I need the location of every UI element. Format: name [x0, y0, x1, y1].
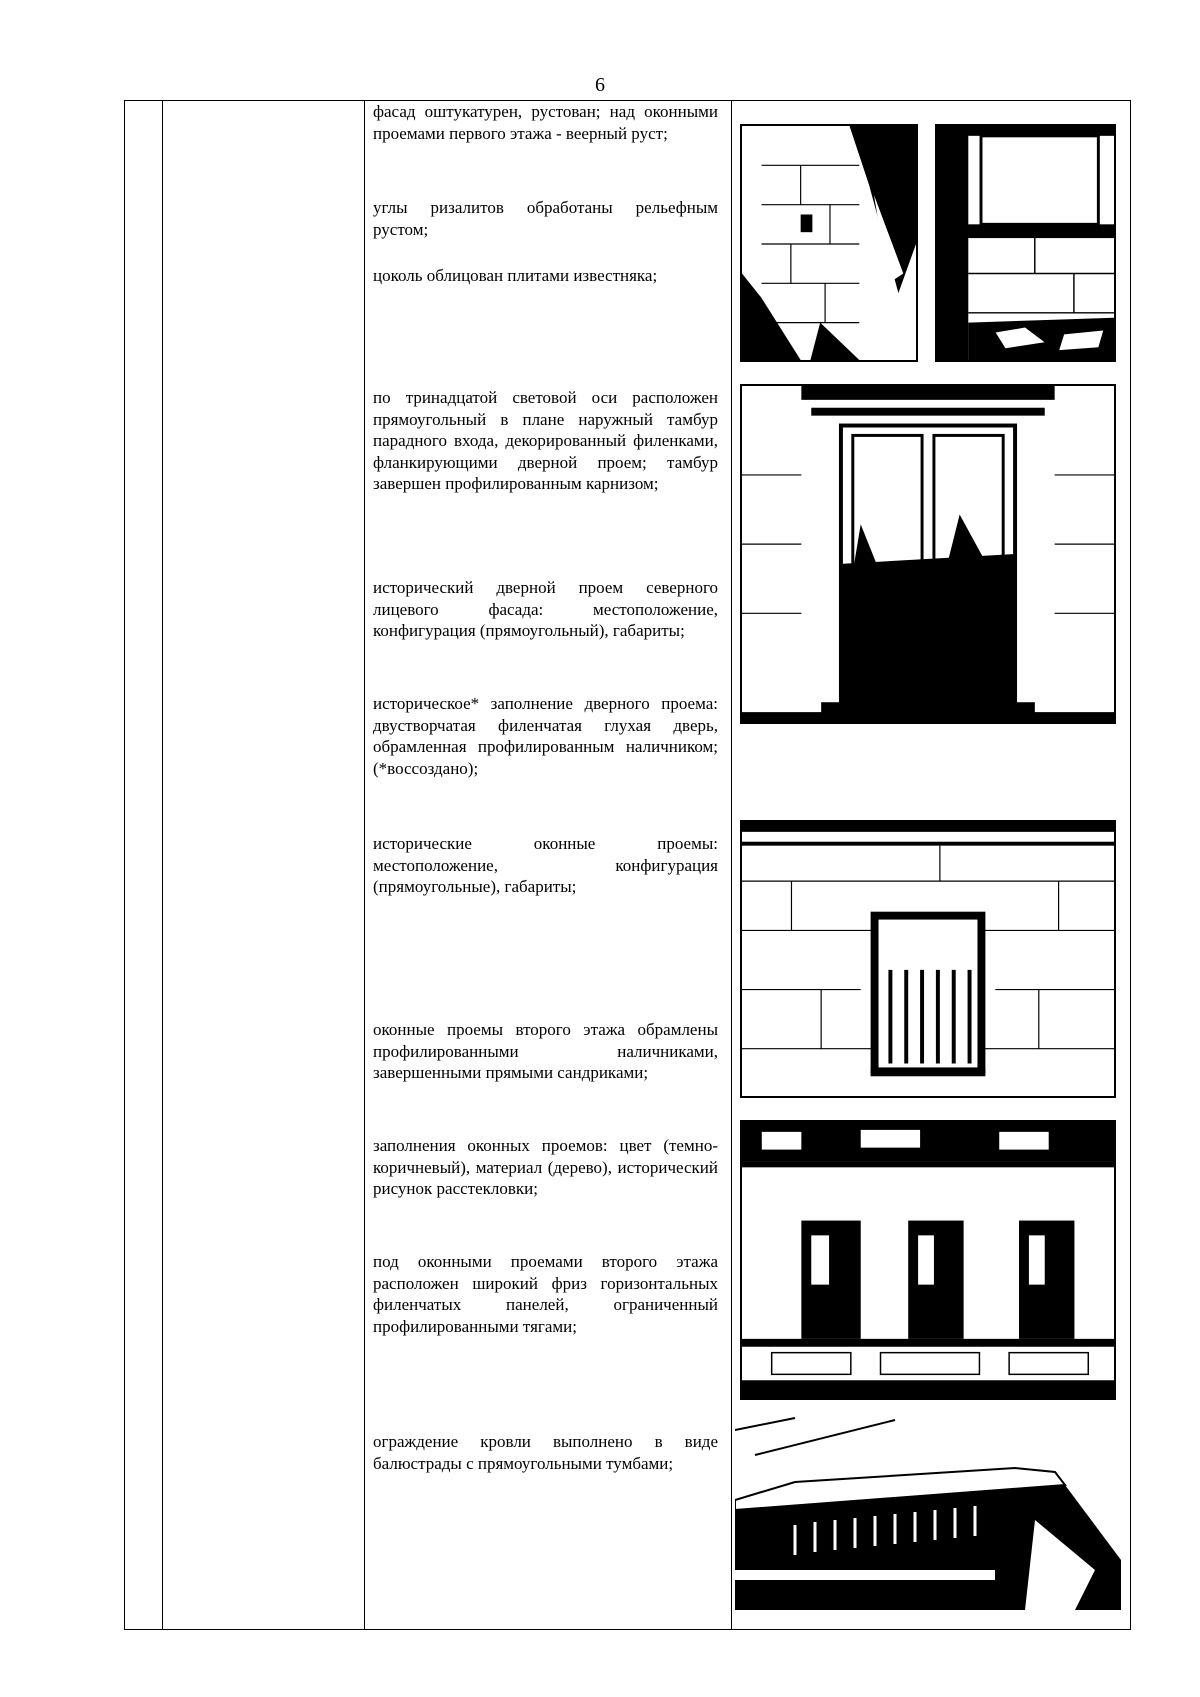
paragraph-window-fill: заполнения оконных проемов: цвет (темно-коричневый), материал (дерево), исторический рисунок расстекловки; — [373, 1136, 718, 1198]
plinth-limestone-photo — [935, 124, 1116, 362]
paragraph-plinth: цоколь облицован плитами известняка; — [373, 266, 658, 285]
page-number: 6 — [595, 74, 605, 96]
table-divider — [364, 101, 365, 1629]
roof-balustrade-photo — [735, 1410, 1121, 1610]
entrance-door-photo — [740, 384, 1116, 724]
paragraph-frieze: под оконными проемами второго этажа расположен широкий фриз горизонтальных филенчатых панелей, ограниченный профилированными тягами; — [373, 1252, 718, 1336]
table-divider — [731, 101, 732, 1629]
paragraph-balustrade: ограждение кровли выполнено в виде балюстрады с прямоугольными тумбами; — [373, 1432, 718, 1473]
first-floor-window-photo — [740, 820, 1116, 1098]
paragraph-door-fill: историческое* заполнение дверного проема: двустворчатая филенчатая глухая дверь, обрамленная профилированным наличником; (*воссоздано); — [373, 694, 718, 778]
paragraph-window-openings: исторические оконные проемы: местоположение, конфигурация (прямоугольные), габариты; — [373, 834, 718, 896]
paragraph-window-frames: оконные проемы второго этажа обрамлены профилированными наличниками, завершенными прямыми сандриками; — [373, 1020, 718, 1082]
paragraph-vestibule: по тринадцатой световой оси расположен прямоугольный в плане наружный тамбур парадного входа, декорированный филенками, фланкирующими дверной проем; тамбур завершен профилированным карнизом; — [373, 388, 718, 493]
second-floor-windows-photo — [740, 1120, 1116, 1400]
facade-rustication-photo — [740, 124, 918, 362]
paragraph-facade: фасад оштукатурен, рустован; над оконными проемами первого этажа - веерный руст; — [373, 102, 718, 143]
paragraph-corners: углы ризалитов обработаны рельефным рустом; — [373, 198, 718, 239]
paragraph-door-opening: исторический дверной проем северного лицевого фасада: местоположение, конфигурация (прямоугольный), габариты; — [373, 578, 718, 640]
table-divider — [162, 101, 163, 1629]
